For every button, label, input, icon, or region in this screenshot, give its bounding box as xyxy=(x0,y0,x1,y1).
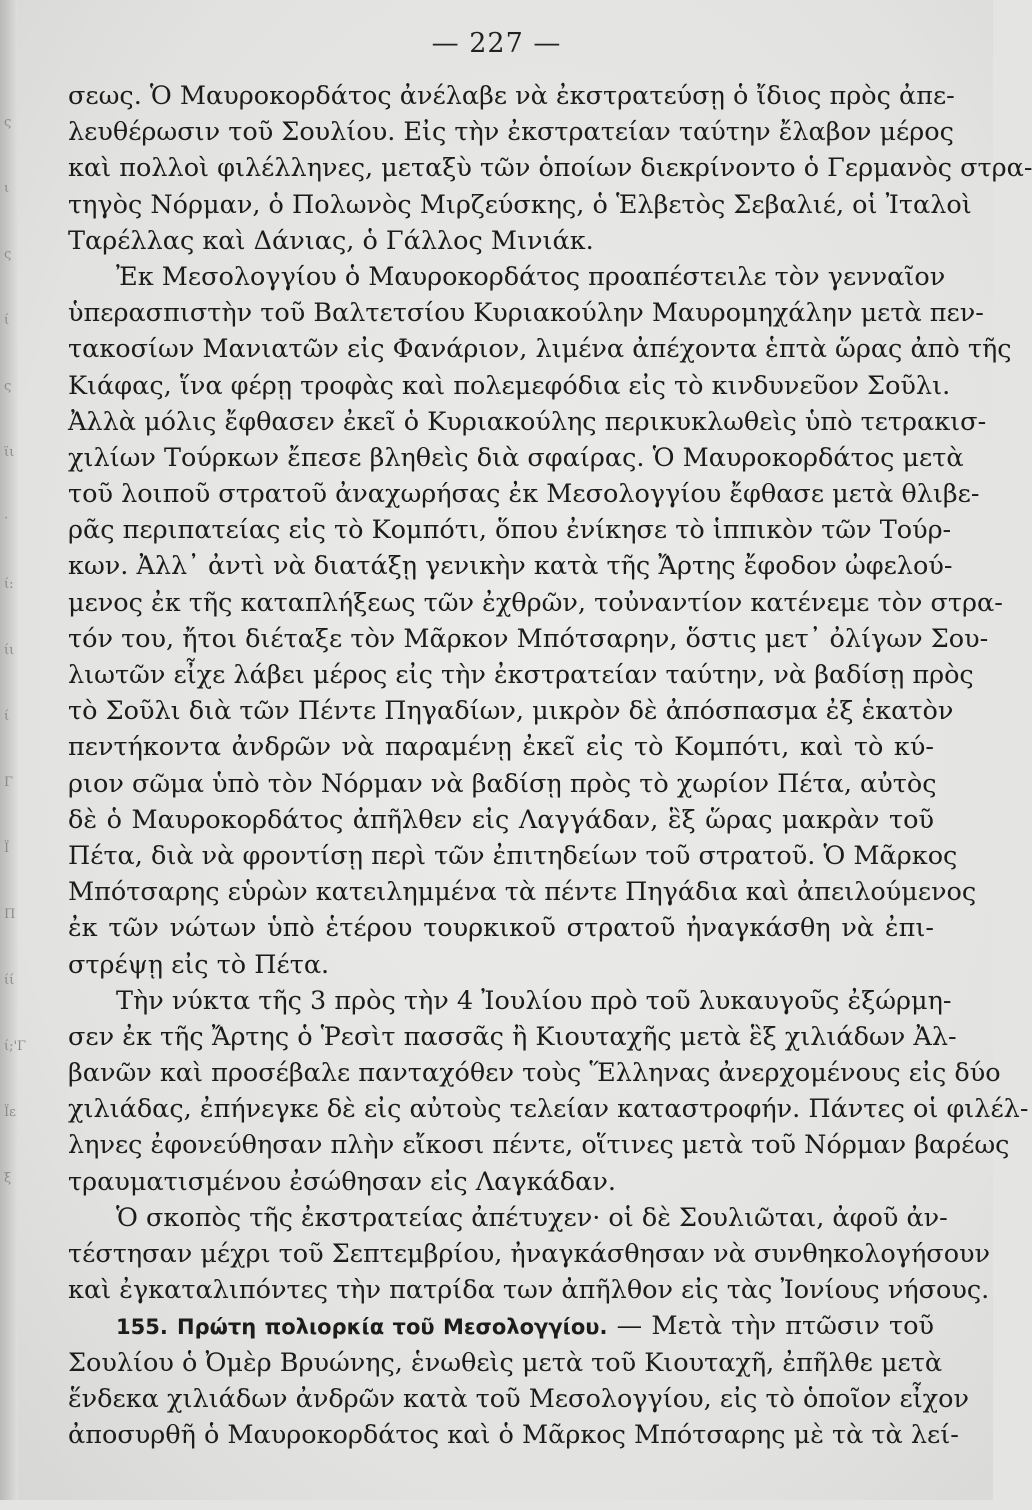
text-line: βανῶν καὶ προσέβαλε πανταχόθεν τοὺς Ἕλληνας ἀνερχομένους εἰς δύο xyxy=(68,1058,1001,1089)
text-line: ἐκ τῶν νώτων ὑπὸ ἑτέρου τουρκικοῦ στρατοῦ ἠναγκάσθη νὰ ἐπι- xyxy=(68,913,934,944)
text-line: τὸ Σοῦλι διὰ τῶν Πέντε Πηγαδίων, μικρὸν δὲ ἀπόσπασμα ἐξ ἑκατὸν xyxy=(68,696,954,727)
text-line: τόν του, ἤτοι διέταξε τὸν Μᾶρκον Μπότσαρην, ὅστις μετ᾽ ὀλίγων Σου- xyxy=(68,623,989,654)
text-line: Ταρέλλας καὶ Δάνιας, ὁ Γάλλος Μινιάκ. xyxy=(68,225,594,256)
body-text xyxy=(68,78,1032,1453)
text-line: Ἐκ Μεσολογγίου ὁ Μαυροκορδάτος προαπέστειλε τὸν γενναῖον xyxy=(116,261,946,292)
section-heading-line xyxy=(68,1308,934,1344)
text-line: τέστησαν μέχρι τοῦ Σεπτεμβρίου, ἠναγκάσθησαν νὰ συνθηκολογήσουν xyxy=(68,1239,991,1269)
text-line: δὲ ὁ Μαυροκορδάτος ἀπῆλθεν εἰς Λαγγάδαν, ἓξ ὥρας μακρὰν τοῦ xyxy=(68,804,934,835)
text-line: ληνες ἐφονεύθησαν πλὴν εἴκοσι πέντε, οἵτινες μετὰ τοῦ Νόρμαν βαρέως xyxy=(68,1130,1010,1161)
text-line: ἀποσυρθῆ ὁ Μαυροκορδάτος καὶ ὁ Μᾶρκος Μπότσαρης μὲ τὰ τὰ λεί- xyxy=(68,1419,959,1450)
page-number: — 227 — xyxy=(431,28,562,59)
text-line: χιλιάδας, ἐπήνεγκε δὲ εἰς αὐτοὺς τελείαν καταστροφήν. Πάντες οἱ φιλέλ- xyxy=(68,1094,1029,1125)
text-line: στρέψῃ εἰς τὸ Πέτα. xyxy=(68,949,330,980)
text-line-fragment: — Μετὰ τὴν πτῶσιν τοῦ xyxy=(616,1311,934,1342)
text-line: λευθέρωσιν τοῦ Σουλίου. Εἰς τὴν ἐκστρατείαν ταύτην ἔλαβον μέρος xyxy=(68,117,954,148)
facing-page-bleed-text: ςιςίςϊι·ί:ίιίΓΪΠίίί;'ΓΪεξ xyxy=(4,115,27,1186)
text-line: καὶ ἐγκαταλιπόντες τὴν πατρίδα των ἀπῆλθον εἰς τὰς Ἰονίους νήσους. xyxy=(68,1275,990,1306)
text-line: μενος ἐκ τῆς καταπλήξεως τῶν ἐχθρῶν, τοὐναντίον κατένεμε τὸν στρα- xyxy=(68,587,1003,618)
section-number: 155. xyxy=(116,1315,168,1340)
text-line: ἕνδεκα χιλιάδων ἀνδρῶν κατὰ τοῦ Μεσολογγίου, εἰς τὸ ὁποῖον εἶχον xyxy=(68,1383,969,1414)
binding-gutter xyxy=(0,0,27,1500)
text-line: τραυματισμένου ἐσώθησαν εἰς Λαγκάδαν. xyxy=(68,1166,616,1197)
text-line: τακοσίων Μανιατῶν εἰς Φανάριον, λιμένα ἀπέχοντα ἑπτὰ ὥρας ἀπὸ τῆς xyxy=(68,334,1012,365)
text-line: Μπότσαρης εὑρὼν κατειλημμένα τὰ πέντε Πηγάδια καὶ ἀπειλούμενος xyxy=(68,877,977,908)
text-line: χιλίων Τούρκων ἔπεσε βληθεὶς διὰ σφαίρας. Ὁ Μαυροκορδάτος μετὰ xyxy=(68,442,964,473)
text-line: ρᾶς περιπατείας εἰς τὸ Κομπότι, ὅπου ἐνίκησε τὸ ἱππικὸν τῶν Τούρ- xyxy=(68,515,952,546)
text-line: καὶ πολλοὶ φιλέλληνες, μεταξὺ τῶν ὁποίων διεκρίνοντο ὁ Γερμανὸς στρα- xyxy=(68,153,1032,184)
text-line: Τὴν νύκτα τῆς 3 πρὸς τὴν 4 Ἰουλίου πρὸ τοῦ λυκαυγοῦς ἐξώρμη- xyxy=(116,985,952,1016)
text-line: τηγὸς Νόρμαν, ὁ Πολωνὸς Μιρζεύσκης, ὁ Ἑλβετὸς Σεβαλιέ, οἱ Ἰταλοὶ xyxy=(68,189,972,220)
text-line: σεν ἐκ τῆς Ἄρτης ὁ Ῥεσὶτ πασσᾶς ἢ Κιουταχῆς μετὰ ἓξ χιλιάδων Ἀλ- xyxy=(68,1021,957,1052)
text-line: πεντήκοντα ἀνδρῶν νὰ παραμένῃ ἐκεῖ εἰς τὸ Κομπότι, καὶ τὸ κύ- xyxy=(68,732,934,763)
section-title: Πρώτη πολιορκία τοῦ Μεσολογγίου. xyxy=(177,1315,608,1340)
text-line: Σουλίου ὁ Ὀμὲρ Βρυώνης, ἑνωθεὶς μετὰ τοῦ Κιουταχῆ, ἐπῆλθε μετὰ xyxy=(68,1347,943,1378)
text-line: ὑπερασπιστὴν τοῦ Βαλτετσίου Κυριακούλην Μαυρομηχάλην μετὰ πεν- xyxy=(68,298,984,329)
text-line: τοῦ λοιποῦ στρατοῦ ἀναχωρήσας ἐκ Μεσολογγίου ἔφθασε μετὰ θλιβε- xyxy=(68,479,980,510)
text-line: σεως. Ὁ Μαυροκορδάτος ἀνέλαβε νὰ ἐκστρατεύσῃ ὁ ἴδιος πρὸς ἀπε- xyxy=(68,81,955,111)
text-line: Ἀλλὰ μόλις ἔφθασεν ἐκεῖ ὁ Κυριακούλης περικυκλωθεὶς ὑπὸ τετρακισ- xyxy=(68,406,987,437)
text-line: Πέτα, διὰ νὰ φροντίσῃ περὶ τῶν ἐπιτηδείων τοῦ στρατοῦ. Ὁ Μᾶρκος xyxy=(68,840,958,871)
text-line: λιωτῶν εἶχε λάβει μέρος εἰς τὴν ἐκστρατείαν ταύτην, νὰ βαδίσῃ πρὸς xyxy=(68,660,974,690)
text-line: ριον σῶμα ὑπὸ τὸν Νόρμαν νὰ βαδίσῃ πρὸς τὸ χωρίον Πέτα, αὐτὸς xyxy=(68,768,937,799)
text-line: κων. Ἀλλ᾽ ἀντὶ νὰ διατάξῃ γενικὴν κατὰ τῆς Ἄρτης ἔφοδον ὠφελού- xyxy=(68,551,953,582)
text-line: Κιάφας, ἵνα φέρῃ τροφὰς καὶ πολεμεφόδια εἰς τὸ κινδυνεῦον Σοῦλι. xyxy=(68,370,951,401)
text-line: Ὁ σκοπὸς τῆς ἐκστρατείας ἀπέτυχεν· οἱ δὲ Σουλιῶται, ἀφοῦ ἀν- xyxy=(116,1202,948,1233)
